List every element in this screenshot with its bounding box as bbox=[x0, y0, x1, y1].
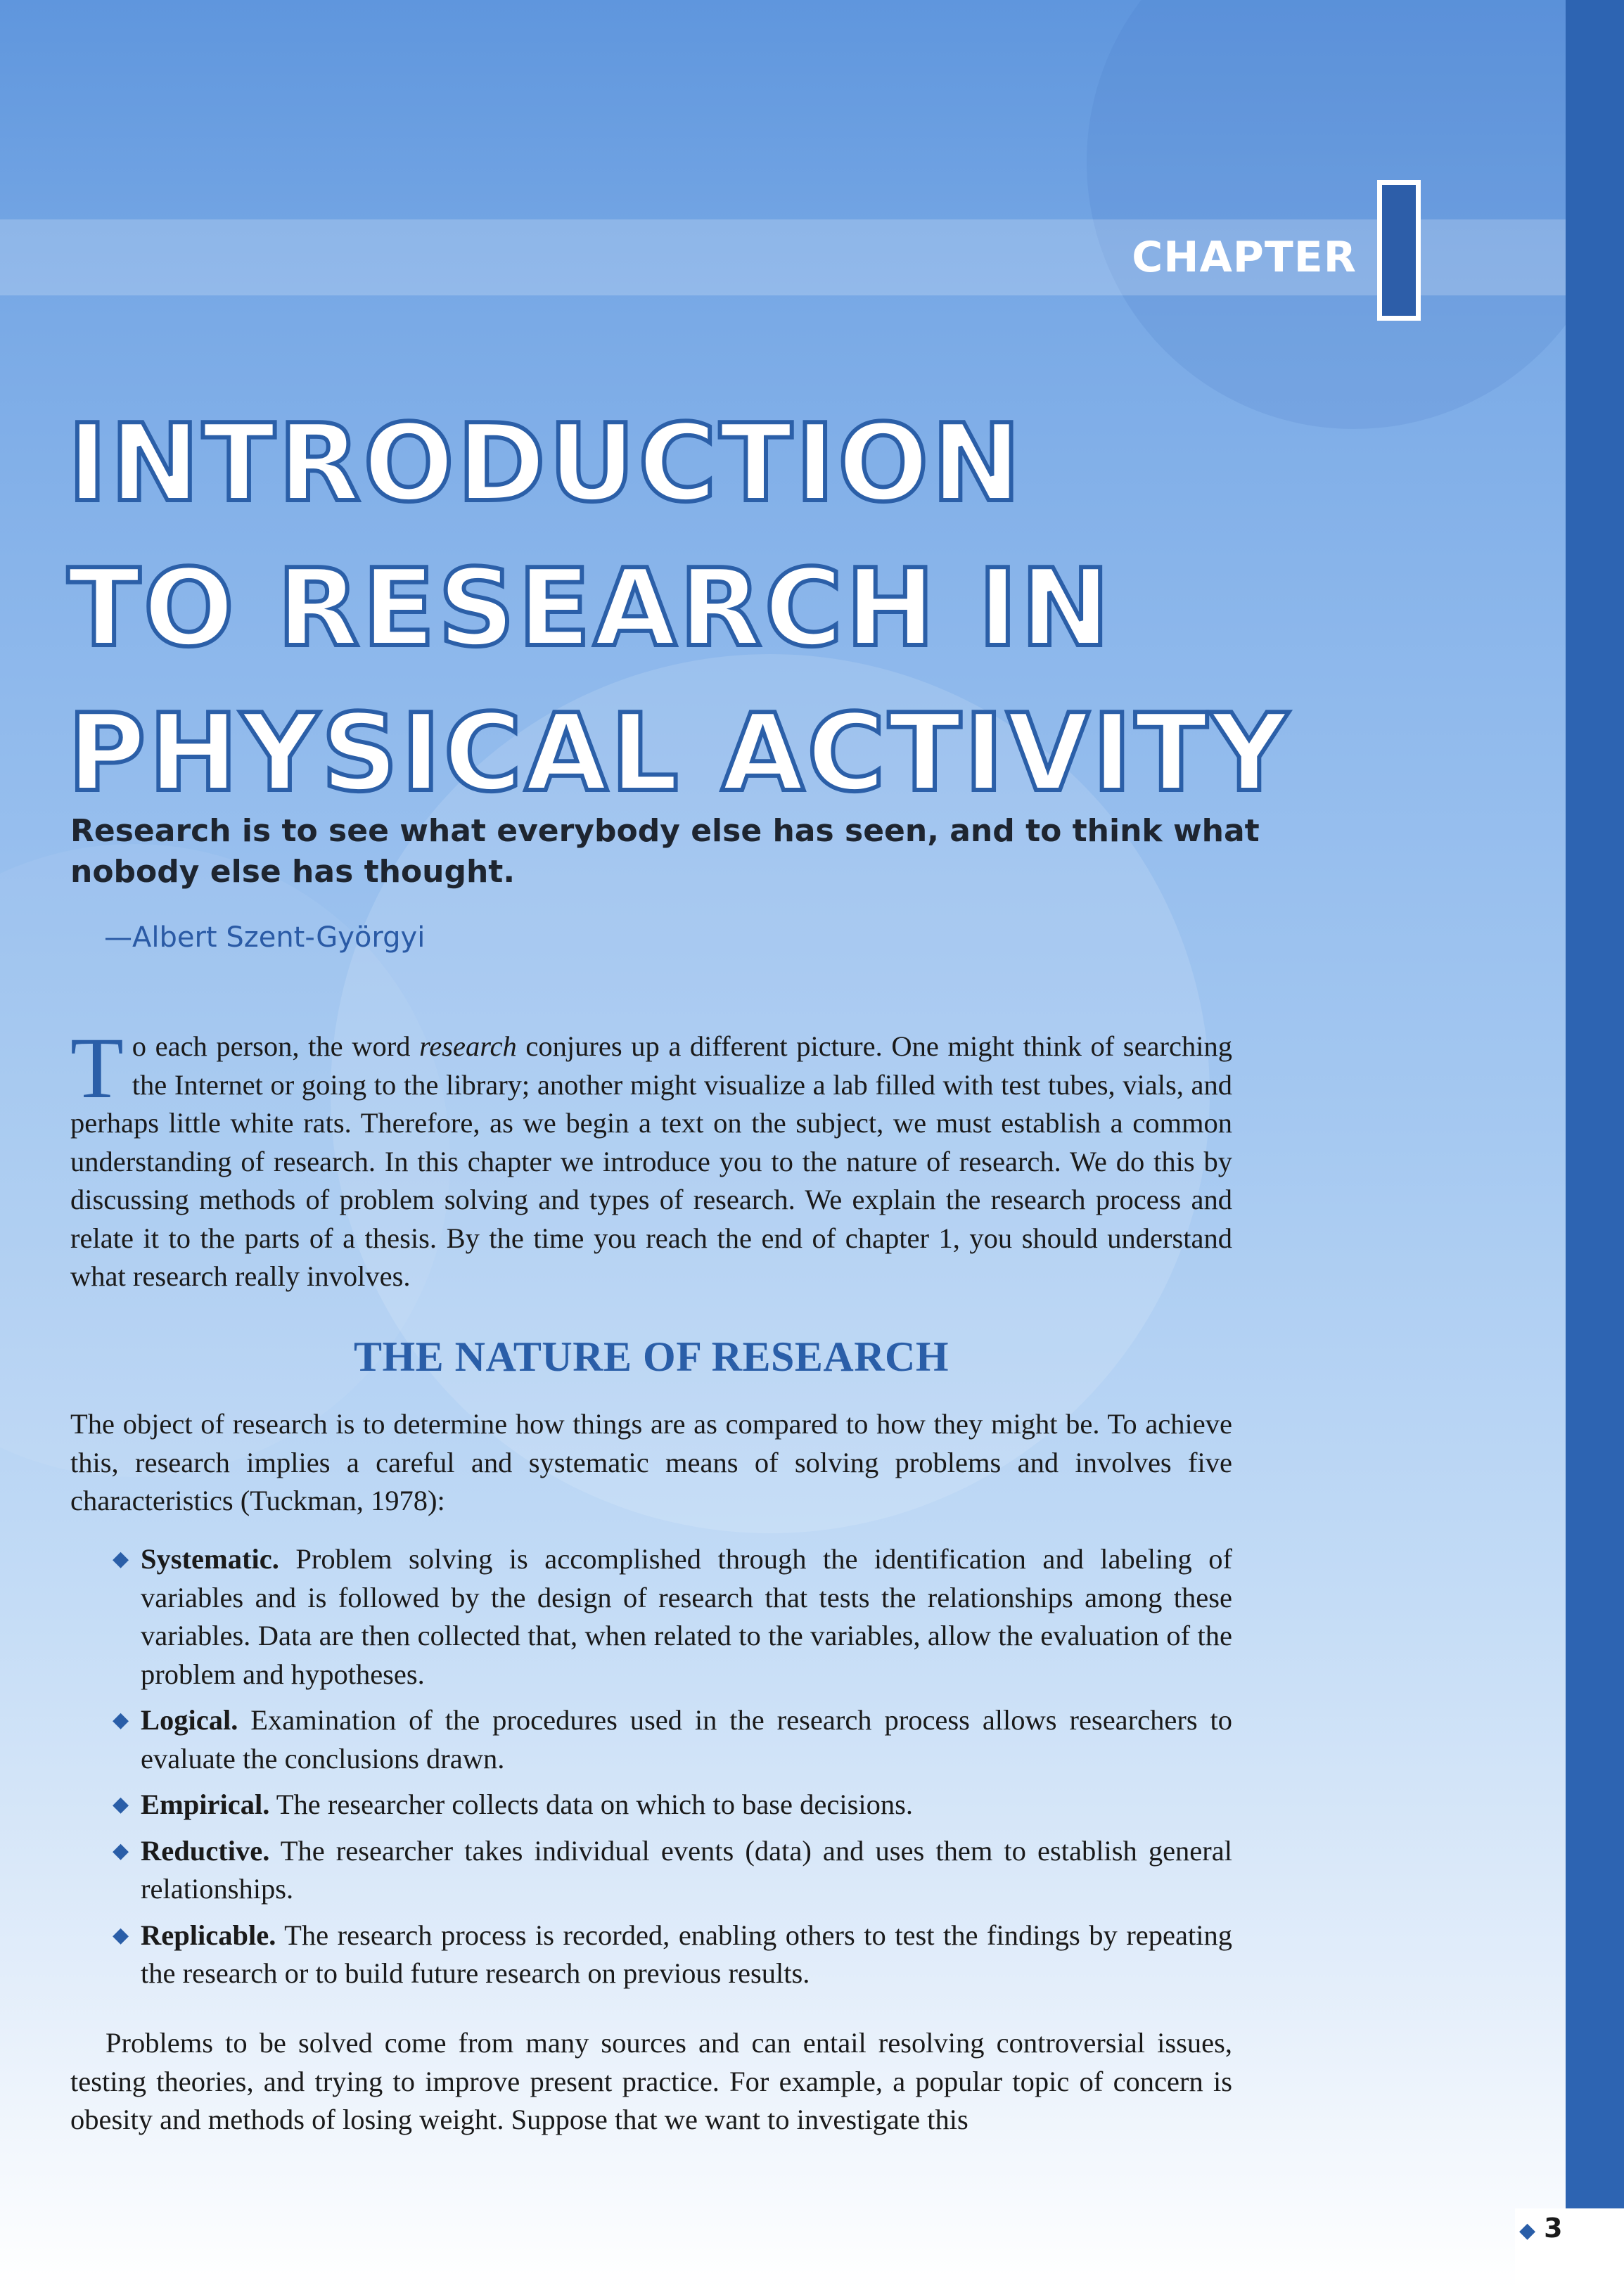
page-number bbox=[1519, 2213, 1563, 2244]
list-item-text: The research process is recorded, enabling others to test the findings by repeating the research or to build future research on previous results. bbox=[141, 1919, 1232, 1989]
chapter-title bbox=[68, 391, 1291, 826]
diamond-bullet-icon: ◆ bbox=[1519, 2218, 1536, 2243]
list-item-term: Logical. bbox=[141, 1704, 238, 1736]
chapter-title-line: TO RESEARCH IN bbox=[68, 546, 1113, 670]
list-item-term: Systematic. bbox=[141, 1543, 279, 1575]
list-item bbox=[113, 1917, 1232, 1993]
characteristics-list bbox=[113, 1540, 1232, 2001]
list-item bbox=[113, 1786, 1232, 1824]
list-item-text: Problem solving is accomplished through the identification and labeling of variables and is followed by the design of research that tests the relationships among these variables. Data are then collected that, when related to the variables, allow the evaluation of the problem and hypotheses. bbox=[141, 1543, 1232, 1690]
diamond-bullet-icon: ◆ bbox=[113, 1547, 129, 1571]
side-color-strip bbox=[1566, 0, 1624, 2290]
list-item-text: The researcher takes individual events (data) and uses them to establish general relationships. bbox=[141, 1834, 1232, 1905]
chapter-label: CHAPTER bbox=[1132, 233, 1357, 282]
list-item-term: Empirical. bbox=[141, 1789, 270, 1820]
list-item-term: Reductive. bbox=[141, 1834, 270, 1867]
list-item-text: The researcher collects data on which to base decisions. bbox=[269, 1789, 914, 1820]
list-item-term: Replicable. bbox=[141, 1919, 276, 1951]
list-item bbox=[113, 1832, 1232, 1909]
intro-emphasis: research bbox=[419, 1030, 517, 1062]
diamond-bullet-icon: ◆ bbox=[113, 1838, 129, 1863]
chapter-title-line: INTRODUCTION bbox=[68, 401, 1024, 525]
diamond-bullet-icon: ◆ bbox=[113, 1792, 129, 1817]
list-item bbox=[113, 1701, 1232, 1778]
chapter-title-line: PHYSICAL ACTIVITY bbox=[68, 691, 1291, 815]
chapter-number-box bbox=[1377, 180, 1421, 321]
intro-text: o each person, the word bbox=[132, 1030, 420, 1062]
diamond-bullet-icon: ◆ bbox=[113, 1708, 129, 1732]
list-item-text: Examination of the procedures used in the research process allows researchers to evaluate the conclusions drawn. bbox=[141, 1704, 1232, 1774]
body-paragraph: Problems to be solved come from many sources and can entail resolving controversial issues, testing theories, and trying to improve present practice. For example, a popular topic of concern is obesity and methods of losing weight. Suppose that we want to investigate this bbox=[70, 2027, 1232, 2135]
epigraph-author: —Albert Szent-Györgyi bbox=[104, 921, 426, 954]
diamond-bullet-icon: ◆ bbox=[113, 1922, 129, 1947]
section-heading: THE NATURE OF RESEARCH bbox=[353, 1333, 950, 1380]
list-item bbox=[113, 1540, 1232, 1694]
page-number-value: 3 bbox=[1544, 2213, 1563, 2244]
intro-paragraph bbox=[70, 1020, 1232, 1296]
intro-text: conjures up a different picture. One might think of searching the Internet or going to the library; another might visualize a lab filled with test tubes, vials, and perhaps little white rats. Therefore, as we begin a text on the subject, we must establish a common understanding of research. In this chapter we introduce you to the nature of research. We do this by discussing methods of problem solving and types of research. We explain the research process and relate it to the parts of a thesis. By the time you reach the end of chapter 1, you should understand what research really involves. bbox=[70, 1030, 1232, 1292]
epigraph-quote: Research is to see what everybody else has seen, and to think what nobody else has thought. bbox=[70, 813, 1260, 890]
drop-cap: T bbox=[70, 1020, 124, 1116]
body-paragraph: The object of research is to determine how things are as compared to how they might be. To achieve this, research implies a careful and systematic means of solving problems and involves five characteristics (Tuckman, 1978): bbox=[70, 1408, 1232, 1516]
